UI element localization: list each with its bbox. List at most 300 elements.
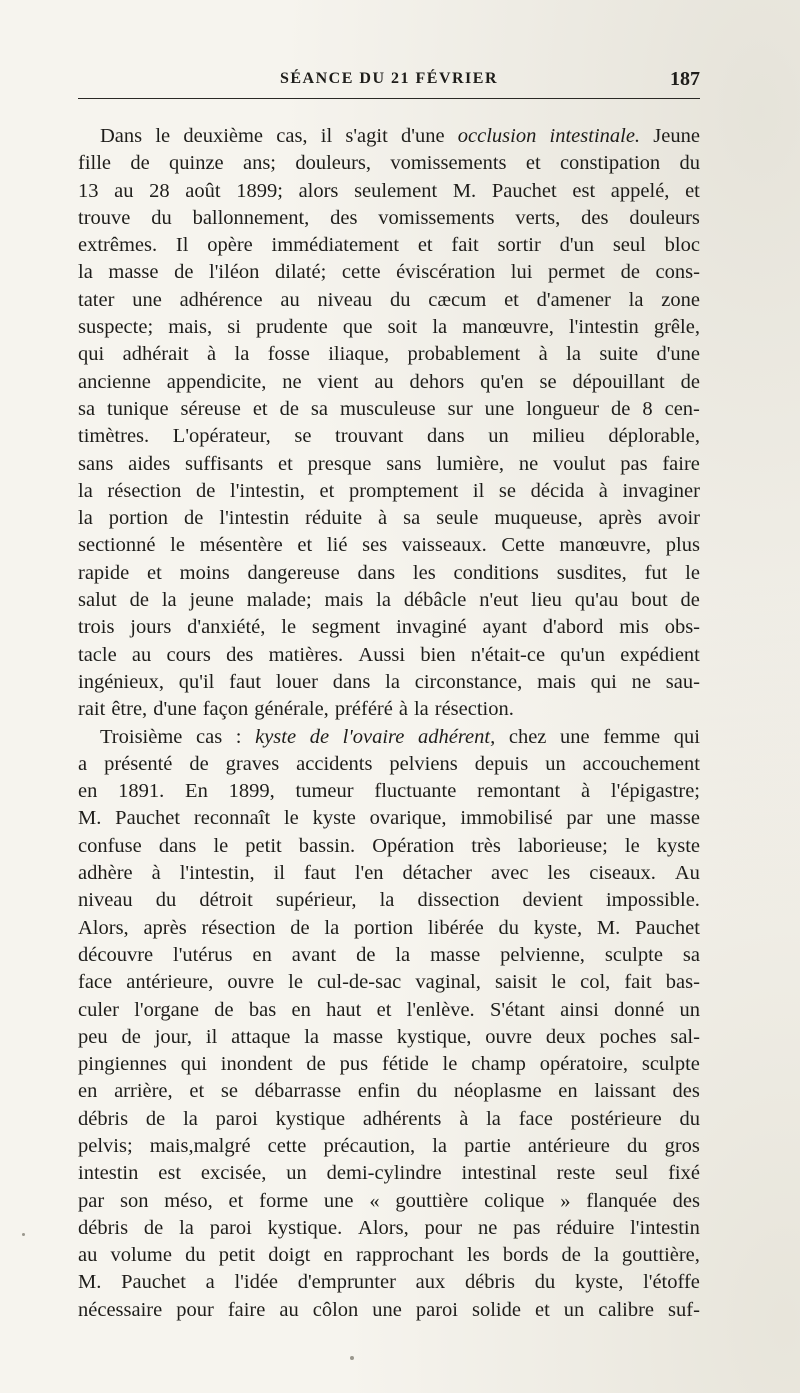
word: qui <box>673 725 700 748</box>
text-line <box>78 860 700 887</box>
word: kyste <box>255 725 297 748</box>
word: d'amener <box>536 288 611 311</box>
word: M. <box>596 916 621 939</box>
word: jours <box>130 616 172 639</box>
word: trouvant <box>335 425 404 448</box>
word: l'utérus <box>173 943 233 966</box>
word: intestinale. <box>549 125 641 147</box>
word: il <box>273 862 285 885</box>
text-line <box>78 532 700 559</box>
word: seulement <box>354 179 438 202</box>
text-line <box>78 232 700 259</box>
word: cette <box>341 261 381 284</box>
word: gros <box>664 1134 700 1157</box>
word: : <box>235 725 242 748</box>
word: se <box>539 370 557 393</box>
word: masse <box>332 1025 383 1048</box>
word: faut <box>229 670 262 693</box>
word: opératoire, <box>539 1053 628 1076</box>
word: très <box>471 834 501 857</box>
word: la <box>395 943 411 966</box>
word: éviscération <box>396 261 496 284</box>
text-line <box>78 1188 700 1215</box>
word: Alors, <box>78 916 129 939</box>
word: de <box>620 261 640 284</box>
text-line <box>78 396 700 423</box>
text-line <box>78 1024 700 1051</box>
word: matières. <box>268 643 344 666</box>
word: de <box>306 1053 326 1076</box>
word: à <box>207 343 217 366</box>
word: avant <box>291 943 337 966</box>
word: à <box>151 862 161 885</box>
word: réduite <box>305 507 363 530</box>
word: kystique <box>275 1107 346 1130</box>
word: la <box>179 1216 194 1239</box>
text-line <box>78 1242 700 1269</box>
word: dangereuse <box>247 561 340 584</box>
word: du <box>679 1107 700 1130</box>
text-line <box>78 1297 700 1324</box>
word: en <box>323 1244 343 1267</box>
word: dans <box>427 425 465 448</box>
word: portion <box>108 507 169 530</box>
word: bords <box>502 1244 549 1267</box>
word: pas <box>513 1216 541 1239</box>
word: au <box>78 1244 98 1267</box>
word: dilaté; <box>275 261 327 284</box>
word: la <box>324 916 340 939</box>
word: ne <box>477 1216 498 1239</box>
word: que <box>342 316 373 339</box>
word: à <box>538 343 548 366</box>
word: voulut <box>553 452 606 475</box>
word: à <box>581 780 591 803</box>
word: une <box>484 397 515 420</box>
word: les <box>412 561 436 584</box>
word: nécessaire <box>78 1298 163 1321</box>
text-line <box>78 1160 700 1187</box>
word: susdites, <box>556 561 627 584</box>
word: graves <box>225 752 280 775</box>
word: Cette <box>501 534 545 557</box>
word: En <box>185 780 208 803</box>
word: sau- <box>665 670 700 693</box>
text-line <box>78 123 700 150</box>
word: 28 <box>149 179 170 202</box>
word: jour, <box>154 1025 193 1048</box>
word: par <box>566 807 593 830</box>
word: sa <box>403 507 421 530</box>
word: un <box>545 752 566 775</box>
word: immédiatement <box>271 234 400 257</box>
word: bas- <box>665 971 700 994</box>
word: l'en <box>354 862 384 885</box>
word: fut <box>644 561 668 584</box>
word: malade; <box>246 589 312 612</box>
word: résection <box>201 916 276 939</box>
word: mais,malgré <box>149 1134 251 1157</box>
text-line <box>78 1106 700 1133</box>
word: l'intestin <box>568 316 639 339</box>
word: de <box>290 916 310 939</box>
word: laborieuse; <box>517 834 608 857</box>
word: rapide <box>78 561 130 584</box>
paper-speck <box>22 1233 25 1236</box>
word: aides <box>128 452 171 475</box>
word: bien <box>420 643 456 666</box>
word: fétide <box>382 1053 429 1076</box>
word: Alors, <box>358 1216 409 1239</box>
word: à <box>378 507 388 530</box>
text-line <box>78 751 700 778</box>
word: masse <box>430 943 481 966</box>
word: salut <box>78 589 117 612</box>
word: doigt <box>268 1244 311 1267</box>
word: petit <box>218 1244 256 1267</box>
text-line <box>78 696 700 723</box>
word: dans <box>357 561 396 584</box>
word: Il <box>175 234 189 257</box>
word: d'abord <box>542 616 604 639</box>
word: l'intestin, <box>179 862 255 885</box>
word: sculpte <box>604 943 663 966</box>
word: probablement <box>407 343 521 366</box>
word: intestin <box>78 1162 139 1185</box>
word: prudente <box>256 316 328 339</box>
word: du <box>626 1134 648 1157</box>
word: et <box>252 397 268 420</box>
word: la <box>304 1025 319 1048</box>
word: niveau <box>78 889 133 912</box>
word: pelvis; <box>78 1134 133 1157</box>
text-line <box>78 805 700 832</box>
word: dissection <box>417 889 500 912</box>
text-line <box>78 205 700 232</box>
word: la <box>183 1107 198 1130</box>
text-line <box>78 997 700 1024</box>
word: attaque <box>231 1025 291 1048</box>
page-number: 187 <box>670 68 700 90</box>
word: pelviens <box>389 752 458 775</box>
word: dehors <box>409 370 465 393</box>
word: Au <box>674 862 700 885</box>
word: la <box>594 1244 609 1267</box>
word: « <box>369 1189 380 1212</box>
word: d'une <box>656 343 700 366</box>
word: occlusion <box>457 125 537 147</box>
text-line <box>78 451 700 478</box>
word: douleurs, <box>295 152 372 175</box>
word: vomissements <box>390 152 507 175</box>
word: qui <box>78 343 105 366</box>
word: reconnaît <box>193 807 271 830</box>
word: le <box>624 834 640 857</box>
text-line <box>78 1051 700 1078</box>
word: se <box>220 1080 238 1103</box>
text-line <box>78 505 700 532</box>
word: une <box>372 1298 402 1321</box>
word: cen- <box>664 397 700 420</box>
word: masse <box>108 261 159 284</box>
word: dépouillant <box>572 370 665 393</box>
word: forme <box>259 1189 309 1212</box>
word: ovarique, <box>369 807 447 830</box>
word: suffisants <box>185 452 264 475</box>
word: sans <box>386 452 422 475</box>
running-head: SÉANCE DU 21 FÉVRIER <box>279 70 499 87</box>
word: de <box>680 589 700 612</box>
word: postérieure <box>570 1107 662 1130</box>
word: de <box>174 261 194 284</box>
word: l'étoffe <box>643 1271 700 1294</box>
word: bas <box>248 998 277 1021</box>
word: le <box>685 561 700 584</box>
word: Pauchet <box>635 916 700 939</box>
word: le <box>551 971 566 994</box>
word: de <box>184 507 204 530</box>
word: intestinal <box>461 1162 537 1185</box>
word: s'agit <box>345 125 388 147</box>
word: Opération <box>372 834 455 857</box>
text-line <box>78 614 700 641</box>
word: pingiennes <box>78 1053 167 1076</box>
word: presque <box>307 452 372 475</box>
word: mis <box>619 616 649 639</box>
word: flanquée <box>586 1189 657 1212</box>
word: champ <box>471 1053 526 1076</box>
word: col, <box>580 971 611 994</box>
word: aux <box>415 1271 446 1294</box>
word: débarrasse <box>254 1080 342 1103</box>
word: d'une <box>401 125 445 147</box>
word: ciseaux. <box>589 862 656 885</box>
word: du <box>151 206 172 229</box>
word: 1899, <box>228 780 275 803</box>
text-line <box>78 778 700 805</box>
word: fait <box>451 234 479 257</box>
word: au <box>279 1298 299 1321</box>
word: gouttière, <box>621 1244 700 1267</box>
word: zone <box>661 288 700 311</box>
word: de <box>214 998 234 1021</box>
word: de <box>279 397 299 420</box>
word: paroi <box>209 1216 252 1239</box>
word: précaution, <box>323 1134 416 1157</box>
word: en <box>252 943 272 966</box>
text-line <box>78 1133 700 1160</box>
word: néoplasme <box>453 1080 542 1103</box>
word: donné <box>614 998 665 1021</box>
word: préféré <box>334 698 393 721</box>
word: son <box>120 1189 149 1212</box>
word: mais, <box>168 316 213 339</box>
word: haut <box>326 998 362 1021</box>
word: accidents <box>296 752 373 775</box>
word: fait <box>624 971 652 994</box>
word: impossible. <box>605 889 700 912</box>
word: sa <box>310 397 328 420</box>
word: colique <box>484 1189 545 1212</box>
word: en <box>78 780 98 803</box>
word: expédient <box>620 643 700 666</box>
word: 1891. <box>118 780 165 803</box>
text-line <box>78 478 700 505</box>
word: la <box>432 316 448 339</box>
word: il <box>320 125 333 147</box>
word: pour <box>176 1298 214 1321</box>
word: et <box>376 998 392 1021</box>
word: manœuvre, <box>462 316 554 339</box>
word: des <box>581 206 609 229</box>
word: à <box>459 1107 469 1130</box>
text-line <box>78 560 700 587</box>
word: femme <box>603 725 661 748</box>
word: dans <box>332 670 371 693</box>
word: ouvre <box>227 971 275 994</box>
word: sectionné <box>78 534 156 557</box>
word: et <box>504 288 519 311</box>
word: n'était-ce <box>470 643 546 666</box>
word: alors <box>298 179 339 202</box>
word: S'étant <box>489 998 545 1021</box>
word: Jeune <box>653 125 700 147</box>
word: se <box>498 479 516 502</box>
word: fille <box>78 152 112 175</box>
word: masse <box>649 807 700 830</box>
word: paroi <box>215 1107 258 1130</box>
word: de <box>309 725 330 748</box>
word: circonstance, <box>414 670 523 693</box>
word: cul-de-sac <box>317 971 402 994</box>
word: seul <box>612 234 646 257</box>
word: adhérait <box>122 343 189 366</box>
word: cours <box>166 643 211 666</box>
word: cons- <box>655 261 700 284</box>
word: si <box>227 316 241 339</box>
word: déplorable, <box>608 425 700 448</box>
word: reste <box>556 1162 596 1185</box>
word: Pauchet <box>491 179 557 202</box>
word: les <box>547 862 571 885</box>
word: tumeur <box>295 780 354 803</box>
word: Aussi <box>358 643 406 666</box>
word: et <box>228 1189 244 1212</box>
word: résection <box>107 479 182 502</box>
word: sculpte <box>641 1053 700 1076</box>
word: qui <box>180 1053 207 1076</box>
body-text <box>78 123 700 1324</box>
word: la <box>628 288 644 311</box>
word: et <box>525 152 541 175</box>
word: de <box>129 589 149 612</box>
word: il <box>205 1025 218 1048</box>
text-line <box>78 1078 700 1105</box>
word: des <box>672 1080 700 1103</box>
word: M. <box>78 807 102 830</box>
word: rapprochant <box>355 1244 454 1267</box>
word: ne <box>631 670 651 693</box>
word: se <box>294 425 312 448</box>
word: appelé, <box>610 179 670 202</box>
word: kyste, <box>533 916 583 939</box>
word: avec <box>490 862 529 885</box>
word: fosse <box>267 343 310 366</box>
word: jeune <box>189 589 234 612</box>
word: en <box>558 1080 578 1103</box>
word: le <box>283 807 299 830</box>
word: enfin <box>357 1080 400 1103</box>
word: une <box>606 807 637 830</box>
word: poches <box>599 1025 657 1048</box>
word: n'eut <box>479 589 519 612</box>
word: suspecte; <box>78 316 154 339</box>
word: sans <box>78 452 114 475</box>
word: seul <box>615 1162 649 1185</box>
word: détroit <box>199 889 253 912</box>
word: un <box>563 1298 585 1321</box>
word: vomissements <box>378 206 495 229</box>
word: calibre <box>598 1298 655 1321</box>
text-line <box>78 887 700 914</box>
text-line <box>78 833 700 860</box>
word: promptement <box>348 479 459 502</box>
word: ancienne <box>78 370 151 393</box>
word: cæcum <box>428 288 487 311</box>
word: de <box>145 1107 166 1130</box>
word: le <box>155 125 171 147</box>
word: obs- <box>664 616 700 639</box>
word: ans; <box>242 152 276 175</box>
word: verts, <box>515 206 561 229</box>
word: remontant <box>477 780 561 803</box>
text-line <box>78 287 700 314</box>
word: deux <box>545 1025 586 1048</box>
text-line <box>78 423 700 450</box>
word: avoir <box>657 507 700 530</box>
word: d'emprunter <box>297 1271 396 1294</box>
word: accouchement <box>582 752 700 775</box>
word: lumière, <box>436 452 505 475</box>
word: M. <box>78 1271 102 1294</box>
word: pelvienne, <box>500 943 585 966</box>
word: une <box>560 725 590 748</box>
word: le <box>213 834 229 857</box>
word: débris <box>464 1271 516 1294</box>
word: ainsi <box>560 998 599 1021</box>
word: kyste <box>656 834 700 857</box>
word: après <box>143 916 187 939</box>
word: bassin. <box>298 834 356 857</box>
word: sortir <box>497 234 541 257</box>
word: de <box>130 152 150 175</box>
word: sa <box>78 397 96 420</box>
word: d'un <box>559 234 595 257</box>
word: et <box>189 1080 205 1103</box>
word: faire <box>227 1298 266 1321</box>
word: sa <box>682 943 700 966</box>
word: l'intestin <box>630 1216 700 1239</box>
word: manœuvre, <box>559 534 652 557</box>
word: résection. <box>434 698 514 721</box>
word: l'ovaire <box>342 725 405 748</box>
word: au <box>114 179 134 202</box>
word: bout <box>631 589 668 612</box>
word: du <box>389 288 411 311</box>
word: et <box>685 179 700 202</box>
word: qu'en <box>480 370 524 393</box>
word: gouttière <box>395 1189 469 1212</box>
